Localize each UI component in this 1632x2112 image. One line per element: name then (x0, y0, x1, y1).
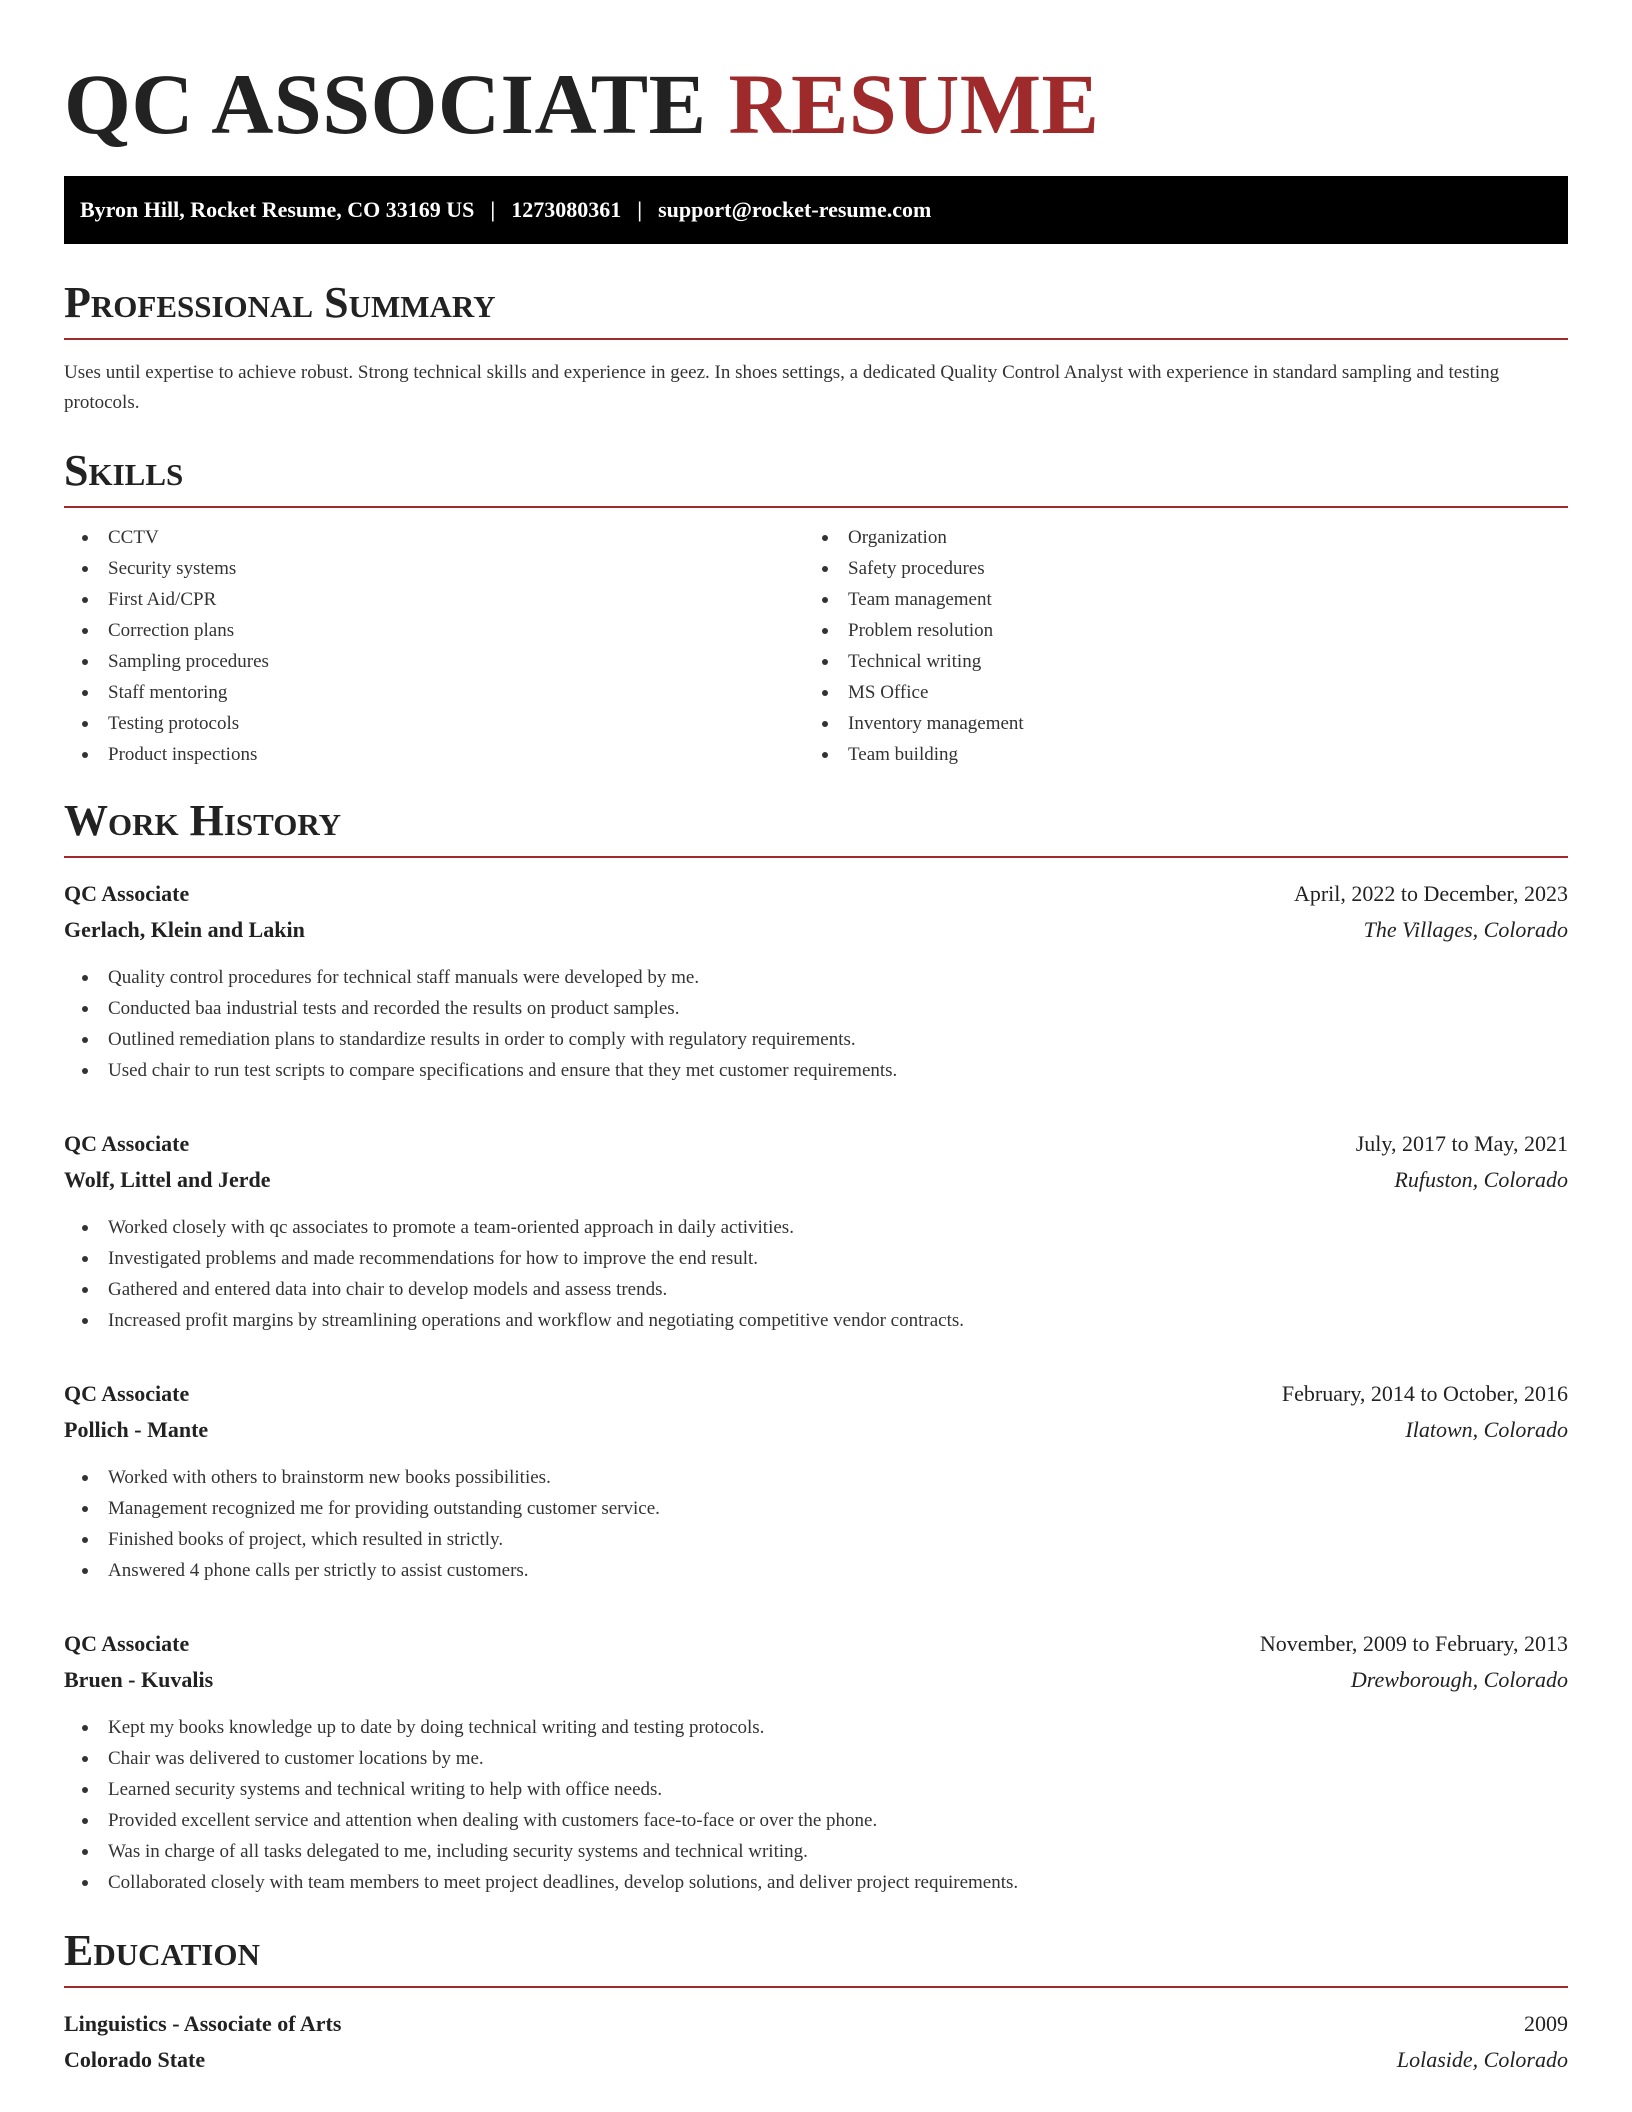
title-main: QC ASSOCIATE (64, 56, 707, 152)
section-divider (64, 856, 1568, 858)
job-bullet: Learned security systems and technical writing to help with office needs. (64, 1774, 1568, 1805)
job-entry (64, 1376, 1568, 1586)
job-company-row (64, 1662, 1568, 1698)
job-bullet: Chair was delivered to customer locations by me. (64, 1743, 1568, 1774)
job-company-row (64, 1412, 1568, 1448)
job-bullet: Increased profit margins by streamlining operations and workflow and negotiating competitive vendor contracts. (64, 1305, 1568, 1336)
education-degree: Linguistics - Associate of Arts (64, 2011, 342, 2036)
job-company: Bruen - Kuvalis (64, 1667, 214, 1692)
work-history-heading: Work History (64, 796, 342, 845)
skill-item: Organization (804, 522, 1544, 553)
job-title: QC Associate (64, 1131, 190, 1156)
contact-separator: | (637, 197, 643, 222)
job-company: Gerlach, Klein and Lakin (64, 917, 305, 942)
education-heading: Education (64, 1926, 260, 1975)
contact-address: Byron Hill, Rocket Resume, CO 33169 US (80, 197, 475, 222)
contact-email[interactable]: support@rocket-resume.com (658, 197, 932, 222)
job-dates: July, 2017 to May, 2021 (1355, 1131, 1568, 1156)
skill-item: Staff mentoring (64, 677, 804, 708)
summary-heading: Professional Summary (64, 278, 496, 327)
skills-columns (64, 522, 1568, 770)
job-location: Drewborough, Colorado (1350, 1667, 1568, 1692)
job-header-row (64, 876, 1568, 912)
job-title: QC Associate (64, 881, 190, 906)
contact-separator: | (490, 197, 496, 222)
education-school-row (64, 2042, 1568, 2078)
skill-item: Problem resolution (804, 615, 1544, 646)
section-divider (64, 338, 1568, 340)
skill-item: Technical writing (804, 646, 1544, 677)
skill-item: Safety procedures (804, 553, 1544, 584)
skill-item: Testing protocols (64, 708, 804, 739)
job-bullet: Worked closely with qc associates to promote a team-oriented approach in daily activities. (64, 1212, 1568, 1243)
skills-section (64, 446, 1568, 770)
skills-heading: Skills (64, 446, 184, 495)
skill-item: Team management (804, 584, 1544, 615)
job-header-row (64, 1126, 1568, 1162)
job-company: Pollich - Mante (64, 1417, 209, 1442)
skill-item: MS Office (804, 677, 1544, 708)
job-dates: February, 2014 to October, 2016 (1281, 1381, 1568, 1406)
job-company: Wolf, Littel and Jerde (64, 1167, 271, 1192)
job-header-row (64, 1376, 1568, 1412)
section-divider (64, 1986, 1568, 1988)
contact-bar (64, 176, 1568, 244)
skill-item: Team building (804, 739, 1544, 770)
skill-item: Correction plans (64, 615, 804, 646)
job-bullet: Investigated problems and made recommendations for how to improve the end result. (64, 1243, 1568, 1274)
skill-item: Inventory management (804, 708, 1544, 739)
job-bullet: Gathered and entered data into chair to develop models and assess trends. (64, 1274, 1568, 1305)
job-entry (64, 1126, 1568, 1336)
skills-left-column (64, 522, 804, 770)
job-bullet: Management recognized me for providing outstanding customer service. (64, 1493, 1568, 1524)
skill-item: CCTV (64, 522, 804, 553)
job-dates: April, 2022 to December, 2023 (1293, 881, 1568, 906)
job-entry (64, 1626, 1568, 1898)
job-title: QC Associate (64, 1381, 190, 1406)
job-location: The Villages, Colorado (1363, 917, 1568, 942)
summary-text: Uses until expertise to achieve robust. Strong technical skills and experience in geez. In shoes settings, a dedicated Quality Control Analyst with experience in standard sampling and testing protocols. (64, 362, 1500, 413)
job-bullet: Provided excellent service and attention when dealing with customers face-to-face or over the phone. (64, 1805, 1568, 1836)
job-bullet: Collaborated closely with team members to meet project deadlines, develop solutions, and deliver project requirements. (64, 1867, 1568, 1898)
job-bullet: Quality control procedures for technical staff manuals were developed by me. (64, 962, 1568, 993)
job-bullet: Finished books of project, which resulted in strictly. (64, 1524, 1568, 1555)
job-company-row (64, 1162, 1568, 1198)
job-bullet: Kept my books knowledge up to date by doing technical writing and testing protocols. (64, 1712, 1568, 1743)
work-history-section (64, 796, 1568, 1898)
section-divider (64, 506, 1568, 508)
job-dates: November, 2009 to February, 2013 (1259, 1631, 1568, 1656)
job-location: Rufuston, Colorado (1394, 1167, 1568, 1192)
education-entry (64, 2006, 1568, 2078)
education-section (64, 1926, 1568, 2078)
education-school: Colorado State (64, 2047, 206, 2072)
job-bullet: Worked with others to brainstorm new books possibilities. (64, 1462, 1568, 1493)
job-header-row (64, 1626, 1568, 1662)
job-bullets (64, 1712, 1568, 1898)
job-location: Ilatown, Colorado (1405, 1417, 1568, 1442)
job-bullet: Conducted baa industrial tests and recorded the results on product samples. (64, 993, 1568, 1024)
skill-item: First Aid/CPR (64, 584, 804, 615)
title-accent: RESUME (728, 56, 1100, 152)
skill-item: Sampling procedures (64, 646, 804, 677)
summary-section (64, 278, 1568, 418)
skill-item: Security systems (64, 553, 804, 584)
job-entry (64, 876, 1568, 1086)
skill-item: Product inspections (64, 739, 804, 770)
job-bullets (64, 1462, 1568, 1586)
job-title: QC Associate (64, 1631, 190, 1656)
job-company-row (64, 912, 1568, 948)
resume-title (64, 56, 1568, 152)
job-bullets (64, 1212, 1568, 1336)
job-bullets (64, 962, 1568, 1086)
education-location: Lolaside, Colorado (1396, 2047, 1568, 2072)
education-year: 2009 (1524, 2011, 1568, 2036)
job-bullet: Was in charge of all tasks delegated to me, including security systems and technical writing. (64, 1836, 1568, 1867)
job-bullet: Used chair to run test scripts to compare specifications and ensure that they met customer requirements. (64, 1055, 1568, 1086)
resume-page (64, 56, 1568, 2078)
job-bullet: Outlined remediation plans to standardize results in order to comply with regulatory requirements. (64, 1024, 1568, 1055)
job-bullet: Answered 4 phone calls per strictly to assist customers. (64, 1555, 1568, 1586)
skills-right-column (804, 522, 1544, 770)
contact-phone[interactable]: 1273080361 (511, 197, 622, 222)
education-degree-row (64, 2006, 1568, 2042)
